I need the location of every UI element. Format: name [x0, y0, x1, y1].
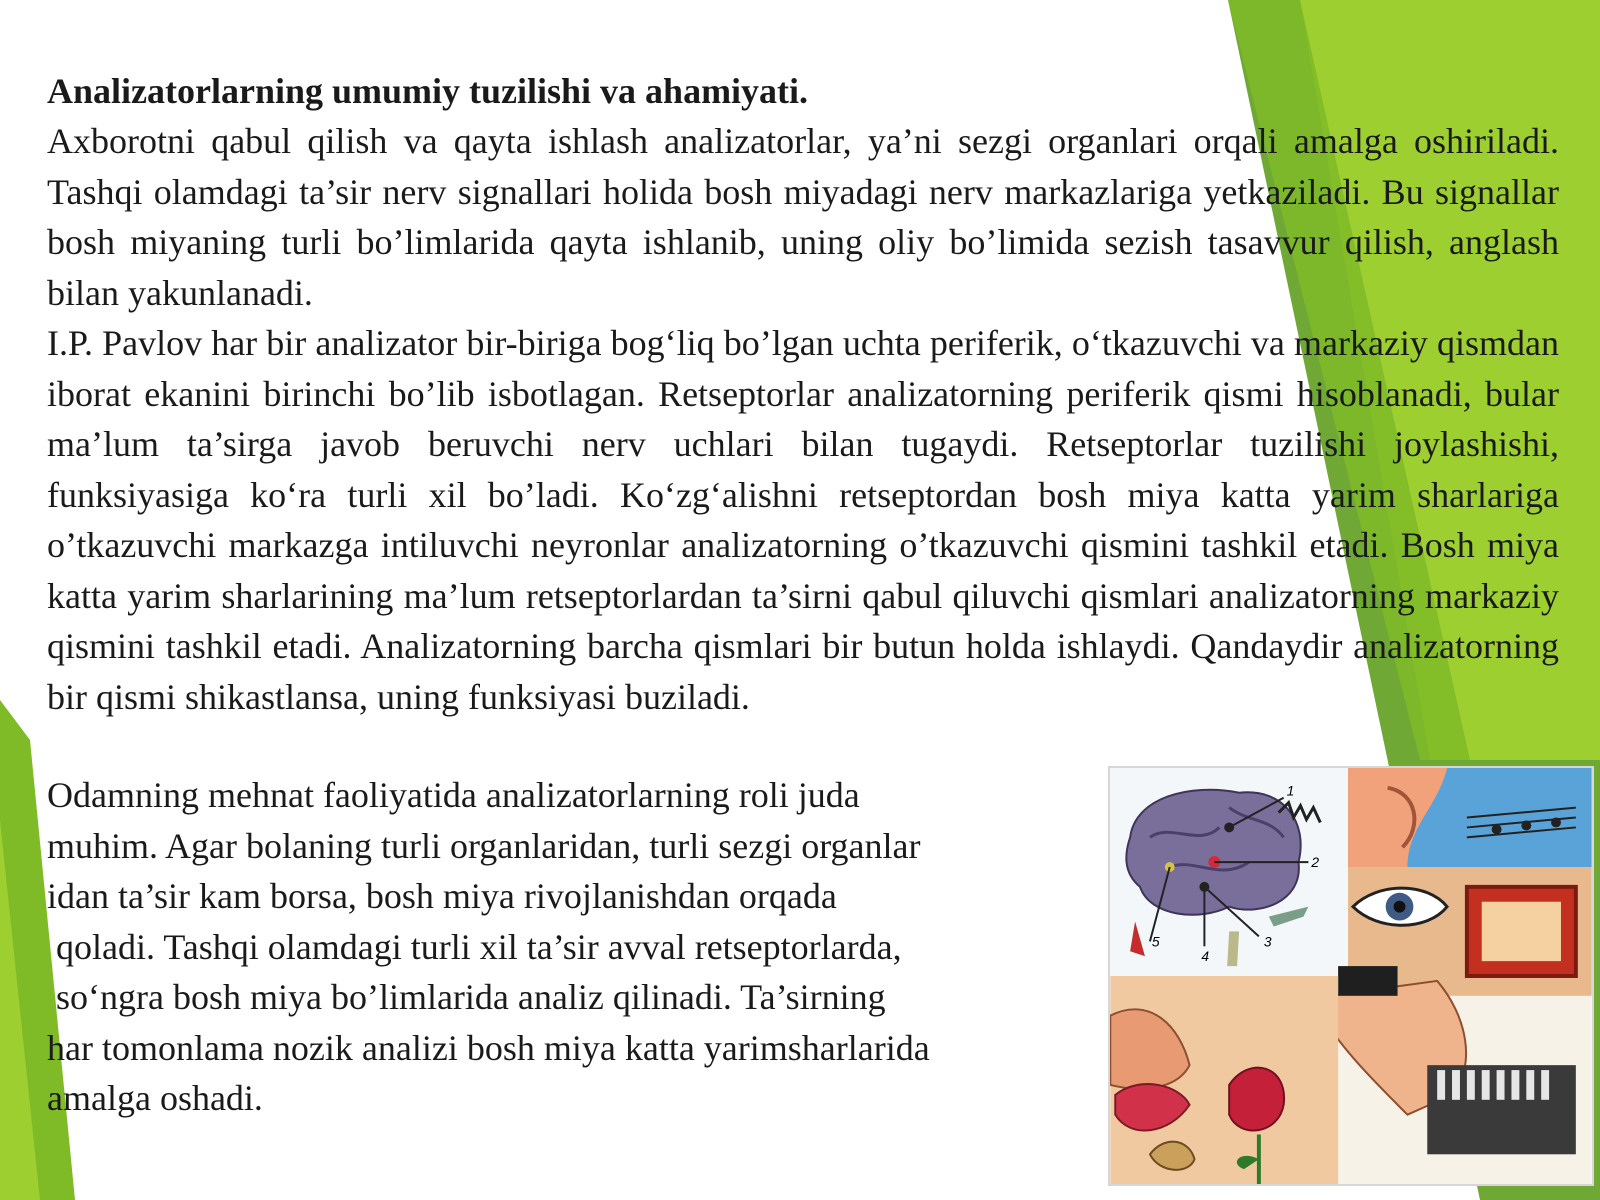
sense-organs-illustration	[1108, 766, 1594, 1186]
figure-label-1: 1	[1286, 782, 1295, 799]
figure-label-4: 4	[1201, 948, 1210, 965]
rose-image	[1229, 1068, 1284, 1131]
lower-text	[47, 770, 1087, 1124]
figure-label-5: 5	[1151, 933, 1160, 950]
lower-line: so‘ngra bosh miya bo’limlarida analiz qilinadi. Ta’sirning	[47, 977, 886, 1017]
lower-line: idan ta’sir kam borsa, bosh miya rivojlanishdan orqada	[47, 876, 837, 916]
paragraph-1: Axborotni qabul qilish va qayta ishlash analizatorlar, ya’ni sezgi organlari orqali amalga oshiriladi. Tashqi olamdagi ta’sir nerv signallari holida bosh miyadagi nerv markazlariga yetkaziladi. Bu signallar bosh miyaning turli bo’limlarida qayta ishlanib, uning oliy bo’limida sezish tasavvur qilish, anglash bilan yakunlanadi.	[47, 121, 1559, 313]
lower-line: muhim. Agar bolaning turli organlaridan, turli sezgi organlar	[47, 825, 921, 866]
figure-label-2: 2	[1311, 854, 1320, 871]
slide-title: Analizatorlarning umumiy tuzilishi va ahamiyati.	[47, 71, 809, 111]
lower-line: amalga oshadi.	[47, 1078, 263, 1118]
figure-label-3: 3	[1263, 933, 1272, 950]
lower-line: Odamning mehnat faoliyatida analizatorlarning roli juda	[47, 775, 860, 815]
lower-line: har tomonlama nozik analizi bosh miya katta yarimsharlarida	[47, 1027, 930, 1068]
lower-line: qoladi. Tashqi olamdagi turli xil ta’sir avval retseptorlarda,	[47, 926, 902, 967]
paragraph-2: I.P. Pavlov har bir analizator bir-biriga bog‘liq bo’lgan uchta periferik, o‘tkazuvchi va markaziy qismdan iborat ekanini birinchi bo’lib isbotlagan. Retseptorlar analizatorning periferik qismi hisoblanadi, bular ma’lum ta’sirga javob beruvchi nerv uchlari bilan tugaydi. Retseptorlar tuzilishi joylashishi, funksiyasiga ko‘ra turli xil bo’ladi. Ko‘zg‘alishni retseptordan bosh miya katta yarim sharlariga o’tkazuvchi markazga intiluvchi neyronlar analizatorning o’tkazuvchi qismini tashkil etadi. Bosh miya katta yarim sharlarining ma’lum retseptorlardan ta’sirni qabul qiluvchi qismlari analizatorning markaziy qismini tashkil etadi. Analizatorning barcha qismlari bir butun holda ishlaydi. Qandaydir analizatorning bir qismi shikastlansa, uning funksiyasi buziladi.	[47, 323, 1559, 717]
main-text	[47, 66, 1559, 722]
